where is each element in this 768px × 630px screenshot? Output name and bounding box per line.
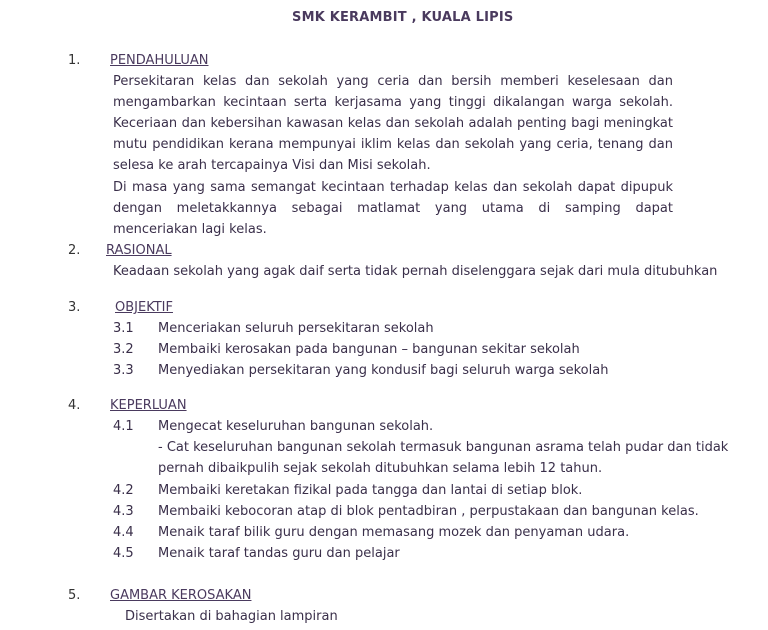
item-3-3-number: 3.3 [113,363,134,378]
item-4-4-number: 4.4 [113,525,134,540]
section-5-text: Disertakan di bahagian lampiran [125,609,338,624]
section-1-paragraph-1: Persekitaran kelas dan sekolah yang ceria dan bersih memberi keselesaan dan mengambarkan kecintaan serta kerjasama yang tinggi dikalangan warga sekolah. Keceriaan dan kebersihan kawasan kelas dan sekolah adalah penting bagi meningkat mutu pendidikan kerana mempunyai iklim kelas dan sekolah yang ceria, tenang dan selesa ke arah tercapainya Visi dan Misi sekolah. [113,74,673,173]
item-3-2-text: Membaiki kerosakan pada bangunan – bangunan sekitar sekolah [158,342,580,357]
item-4-1-note-line-2: pernah dibaikpulih sejak sekolah ditubuhkan selama lebih 12 tahun. [158,461,603,476]
item-4-2-text: Membaiki keretakan fizikal pada tangga dan lantai di setiap blok. [158,483,583,498]
item-3-2-number: 3.2 [113,342,134,357]
section-3-heading: OBJEKTIF [115,300,173,315]
item-4-1-number: 4.1 [113,419,134,434]
section-4-number: 4. [68,398,81,413]
item-3-1-text: Menceriakan seluruh persekitaran sekolah [158,321,434,336]
section-3-number: 3. [68,300,81,315]
item-4-1-note-line-1: - Cat keseluruhan bangunan sekolah termasuk bangunan asrama telah pudar dan tidak [158,440,729,455]
section-1-heading: PENDAHULUAN [110,53,209,68]
section-5-heading: GAMBAR KEROSAKAN [110,588,252,603]
section-1-paragraph-2: Di masa yang sama semangat kecintaan terhadap kelas dan sekolah dapat dipupuk dengan meletakkannya sebagai matlamat yang utama di samping dapat menceriakan lagi kelas. [113,180,673,237]
item-3-1-number: 3.1 [113,321,134,336]
item-4-5-number: 4.5 [113,546,134,561]
section-2-number: 2. [68,243,81,258]
item-4-1-text: Mengecat keseluruhan bangunan sekolah. [158,419,434,434]
item-4-5-text: Menaik taraf tandas guru dan pelajar [158,546,400,561]
document-title: SMK KERAMBIT , KUALA LIPIS [292,10,514,25]
item-3-3-text: Menyediakan persekitaran yang kondusif bagi seluruh warga sekolah [158,363,609,378]
section-1-number: 1. [68,53,81,68]
section-4-heading: KEPERLUAN [110,398,187,413]
section-5-number: 5. [68,588,81,603]
item-4-3-text: Membaiki kebocoran atap di blok pentadbiran , perpustakaan dan bangunan kelas. [158,504,699,519]
section-2-heading: RASIONAL [106,243,172,258]
item-4-2-number: 4.2 [113,483,134,498]
section-2-text: Keadaan sekolah yang agak daif serta tidak pernah diselenggara sejak dari mula ditubuhkan [113,264,718,279]
item-4-3-number: 4.3 [113,504,134,519]
item-4-4-text: Menaik taraf bilik guru dengan memasang mozek dan penyaman udara. [158,525,630,540]
